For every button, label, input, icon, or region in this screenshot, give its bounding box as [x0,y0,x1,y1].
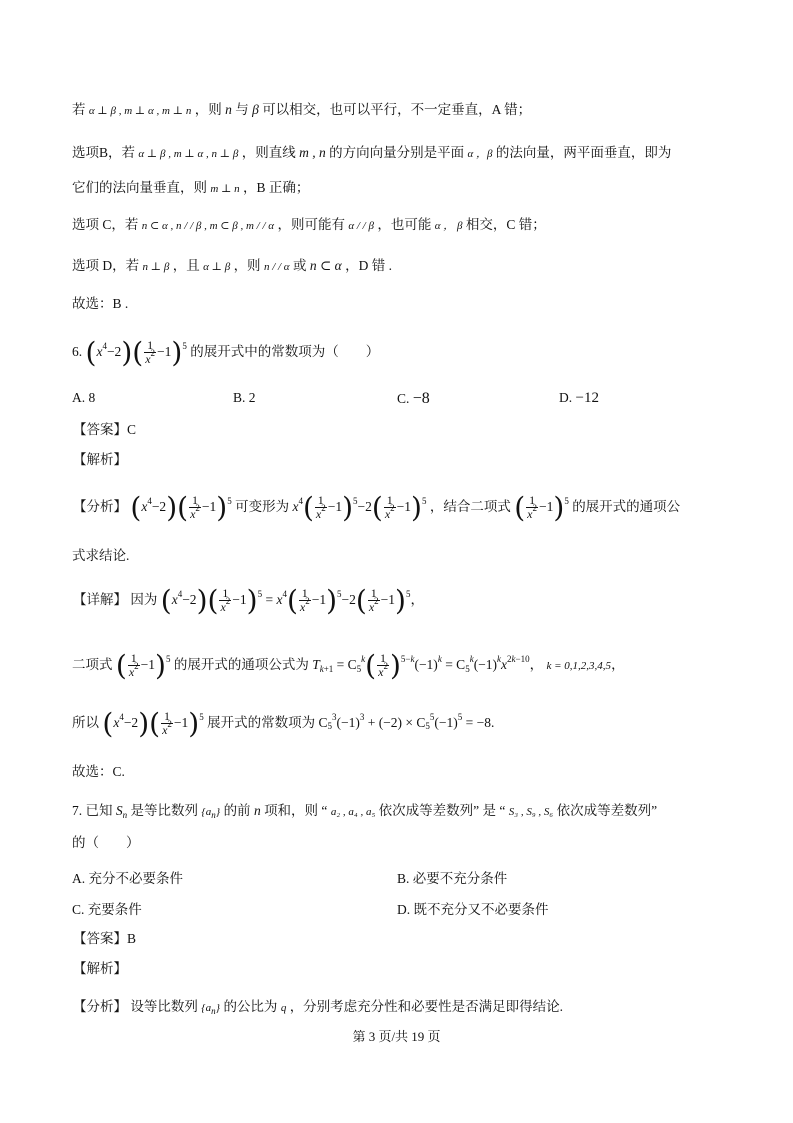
q6-analysis-tag: 【解析】 [73,452,127,467]
math-inline: n ⊂ α , n / / β , m ⊂ β , m / / α [141,220,275,232]
q6-binom: 二项式 ( $\frac{1}{x^2}$ −1)$^5$ 的展开式的通项公式为 $T_{k+1} = C_5^k$( $\frac{1}{x^2}$ )$^{5-k}(-1)^k = C_5^k(-1)^kx^{2k-10}$， k = 0,1,2,3,4,5， [72,648,625,682]
text: ，结合二项式 [429,499,511,514]
math-inline: k = 0,1,2,3,4,5 [546,660,612,672]
q7-fenxi: 【分析】 设等比数列 $\{a_n\}$ 的公比为 q ，分别考虑充分性和必要性是否满足即得结论. [73,999,564,1016]
text: ，也可能 [377,217,432,232]
math-inline: α ⊥ β , m ⊥ α , n ⊥ β [138,148,239,160]
q6-xiangjie [73,583,424,617]
text: 已知 [85,803,113,818]
text: ，则直线 [241,145,296,160]
expr: $(x^4-2)$( $\frac{1}{x^2}$ −1)$^5$ [130,490,232,524]
q7-answer [73,929,136,949]
math-inline: m ⊥ n [210,183,240,195]
text: 的法向量，两平面垂直，即为 [495,145,672,160]
text: 的展开式的通项公 [572,499,681,514]
math-inline: S₃ , S₉ , S₆ [508,806,554,818]
text: 展开式的常数项为 [207,715,316,730]
q6-option-a: A. 8 [72,390,96,405]
text: ，B 正确； [243,180,310,195]
q6-option-d [559,390,599,407]
general-term: $T_{k+1} = C_5^k$( $\frac{1}{x^2}$ )$^{5-k}(-1)^k = C_5^k(-1)^kx^{2k-10}$， [312,648,544,682]
text: ，则 [233,258,261,273]
result: = −8 [465,715,492,730]
question-number: 7. [72,803,83,818]
text: 的展开式的通项公式为 [173,657,309,672]
q6-expression: $(x^4-2)$( $\frac{1}{x^2}$ −1)$^5$ [85,335,187,369]
q6-stem [72,336,379,368]
text: 项和，则 “ [264,803,328,818]
q5-line-1 [72,100,531,121]
math-inline: q [280,1002,287,1014]
page-footer: 第 3 页/共 19 页 [352,1029,441,1044]
math-inline: m , n [299,145,326,160]
text: 选项 C，若 [72,217,139,232]
text: 选项B，若 [72,145,136,160]
math-inline: n / / α [263,261,290,273]
text: 依次成等差数列” 是 “ [378,803,506,818]
q5-line-3 [72,178,309,199]
math-inline: β [252,102,259,117]
q6-sum: 所以 $(x^4-2)$( $\frac{1}{x^2}$ −1)$^5$ 展开式的常数项为 $C_5^3(-1)^3 + (-2) \times C_5^5(-1)^5 = -8$. [72,706,495,740]
q7-option-d: D. 既不充分又不必要条件 [397,902,549,917]
q6-fenxi-cont: 式求结论. [72,548,130,563]
q7-option-b: B. 必要不充分条件 [397,871,508,886]
q5-line-2 [72,143,671,164]
math-inline: α / / β [348,220,374,232]
q7-option-a: A. 充分不必要条件 [72,871,183,886]
text: 选项 D，若 [72,258,140,273]
text: 的展开式中的常数项为（ ） [190,344,380,359]
fenxi-tag: 【分析】 [73,499,127,514]
xiangjie-tag: 【详解】 [73,592,127,607]
expr: $(x^4-2)$( $\frac{1}{x^2}$ −1)$^5$ [102,706,204,740]
text: 若 [72,102,86,117]
text: 因为 [130,592,158,607]
math-inline: α ⊥ β [203,261,231,273]
text: 的方向向量分别是平面 [329,145,465,160]
text: 与 [235,102,249,117]
text: 设等比数列 [130,999,198,1014]
text: ，分别考虑充分性和必要性是否满足即得结论. [289,999,564,1014]
math-inline: α ⊥ β , m ⊥ α , m ⊥ n [88,105,192,117]
fenxi-tag: 【分析】 [73,999,127,1014]
answer-tag: 【答案】 [73,422,127,437]
text: 相交，C 错； [465,217,546,232]
math-inline: α ，β [467,148,493,160]
option-label: D. [559,390,573,405]
text: 的公比为 [223,999,278,1014]
math-inline: n ⊥ β [142,261,170,273]
math-inline: {a [201,806,212,818]
q6-answer [73,420,136,440]
q7-analysis-tag: 【解析】 [73,961,127,976]
q6-fenxi [73,490,680,524]
math-inline: n [253,803,261,818]
option-value: −8 [412,390,430,407]
q7-stem-cont: 的（ ） [72,835,140,850]
expr: ( $\frac{1}{x^2}$ −1)$^5$ [115,648,171,682]
q5-choice: 故选：B . [72,296,129,311]
option-label: C. [397,391,410,406]
q5-line-4 [72,215,546,236]
text: 所以 [72,715,99,730]
text: 二项式 [72,657,113,672]
answer-tag: 【答案】 [73,931,127,946]
question-number: 6. [72,344,83,359]
q6-option-c [397,390,430,408]
math-inline: S [115,803,123,818]
math-inline: {a [201,1002,212,1014]
math-inline: a₂ , a₄ , a₅ [330,806,376,818]
text: ，则可能有 [277,217,345,232]
text: ，D 错 . [345,258,392,273]
text: 是等比数列 [130,803,198,818]
text: ，则 [194,102,222,117]
text: 可以相交，也可以平行，不一定垂直，A 错； [262,102,532,117]
expr: $(x^4-2)$( $\frac{1}{x^2}$ $-1)^5 = x^4$( $\frac{1}{x^2}$ −1)$^5$−2( $\frac{1}{x^2}$ −1)$^5$， [160,583,424,617]
q6-option-b: B. 2 [233,390,256,405]
q7-option-c: C. 充要条件 [72,902,142,917]
text: 它们的法向量垂直，则 [72,180,207,195]
expr: $C_5^3(-1)^3 + (-2) \times C_5^5(-1)^5$ [318,712,463,731]
math-inline: n ⊂ α [309,258,342,273]
text: 可变形为 [235,499,290,514]
text: ，且 [172,258,200,273]
expr: ( $\frac{1}{x^2}$ −1)$^5$ [514,490,569,524]
math-inline: α ， β [434,220,463,232]
text: 的前 [223,803,251,818]
q7-stem: 7. 已知 $S_n$ 是等比数列 $\{a_n\}$ 的前 n 项和，则 “ a₂ , a₄ , a₅ 依次成等差数列” 是 “ S₃ , S₉ , S₆ 依次成等差数列” [72,803,658,820]
q5-line-5 [72,256,392,277]
answer-value: B [127,931,137,946]
q6-choice: 故选：C. [72,764,125,779]
math-inline: n [225,102,232,117]
text: 或 [292,258,307,273]
option-value: −12 [575,390,599,406]
text: 依次成等差数列” [556,803,658,818]
answer-value: C [127,422,137,437]
expr: $x^4$( $\frac{1}{x^2}$ −1)$^5$−2( $\frac{1}{x^2}$ −1)$^5$ [292,490,427,524]
